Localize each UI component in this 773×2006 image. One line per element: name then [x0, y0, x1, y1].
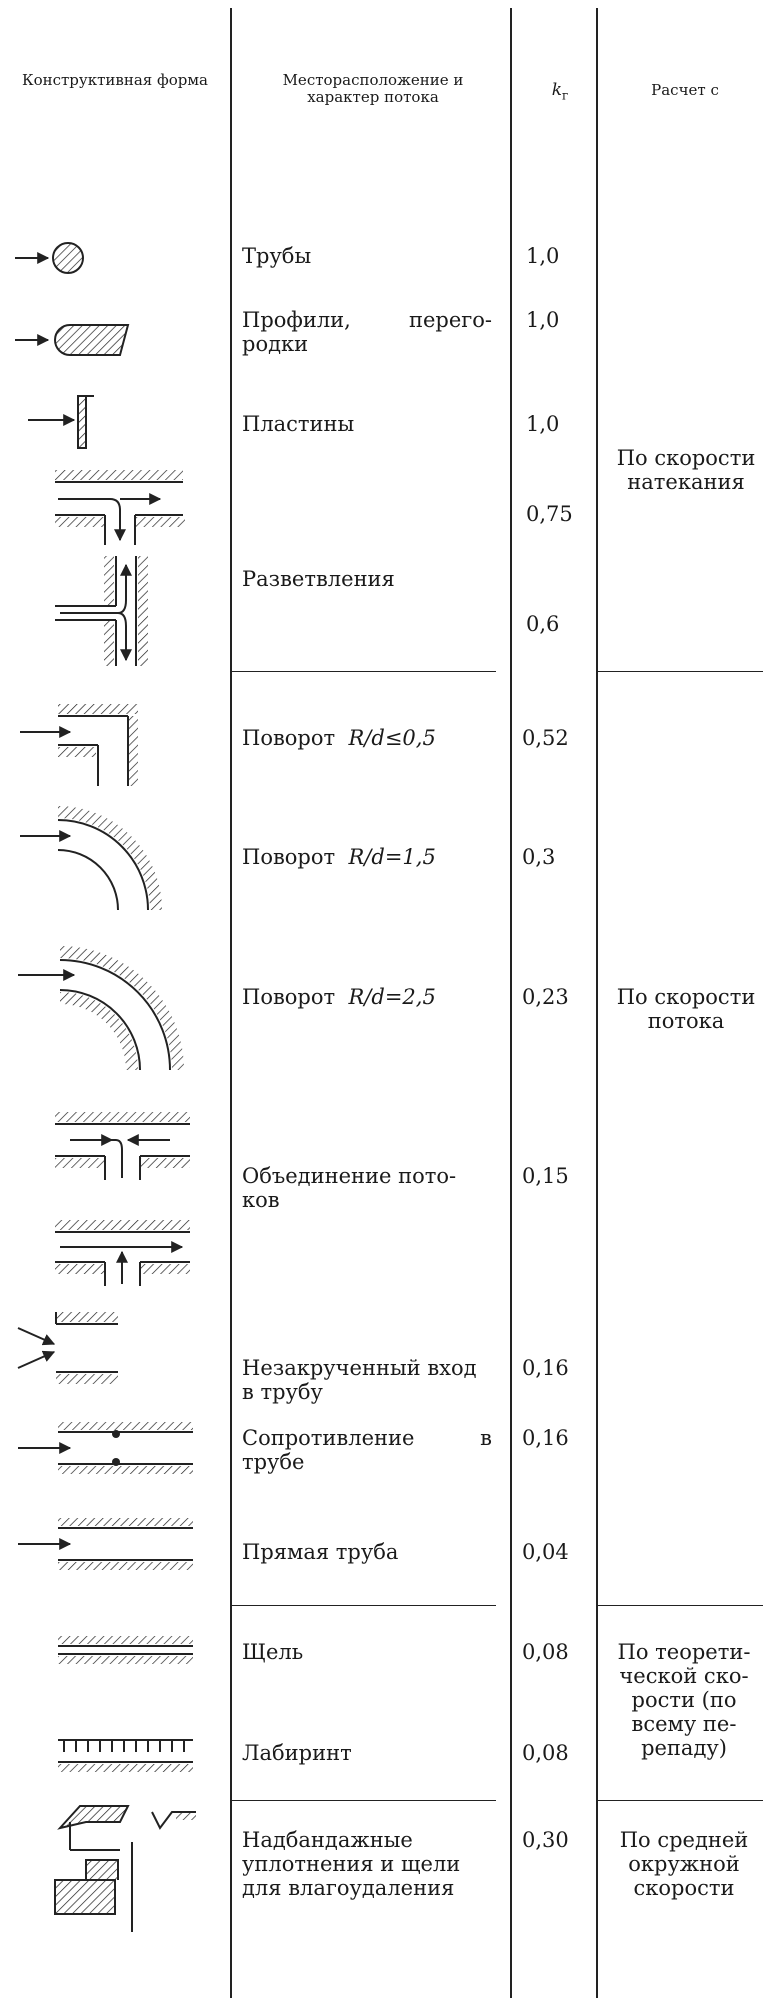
- header-form: Конструктивная форма: [21, 71, 209, 89]
- straight-pipe-icon: [18, 1518, 193, 1570]
- labyrinth-icon: [58, 1740, 193, 1772]
- row-formula-turn25: R/d=2,5: [348, 985, 436, 1009]
- row-formula-turn05: R/d≤0,5: [348, 726, 436, 750]
- row-label-turn25: Поворот: [242, 985, 336, 1009]
- calc-group-circumferential: По средней окружной скорости: [619, 1828, 749, 1900]
- row-label-turn05: Поворот: [242, 726, 336, 750]
- k-turn15: 0,3: [522, 845, 556, 869]
- row-label-turn15: Поворот: [242, 845, 336, 869]
- wide-bend-icon: [18, 952, 178, 1070]
- row-text-branch: Разветвления: [242, 567, 395, 591]
- header-calc: Расчет c: [651, 81, 719, 99]
- k-shroud: 0,30: [522, 1828, 569, 1852]
- row-text-labyrinth: Лабиринт: [242, 1741, 352, 1765]
- header-k-subscript: г: [562, 88, 569, 103]
- k-inlet: 0,16: [522, 1356, 569, 1380]
- row-text-resist: Сопротивление в трубе: [242, 1426, 492, 1474]
- header-place: Месторасположение и характер потока: [282, 71, 464, 106]
- row-formula-turn15: R/d=1,5: [348, 845, 436, 869]
- branch-split-icon: [55, 556, 148, 666]
- row-text-profiles: Профили, перего-родки: [242, 308, 492, 356]
- sharp-turn-icon: [20, 704, 138, 786]
- k-plates: 1,0: [526, 412, 560, 436]
- row-text-inlet: Незакрученный вход в трубу: [242, 1356, 477, 1404]
- k-profiles: 1,0: [526, 308, 560, 332]
- inlet-icon: [18, 1312, 118, 1384]
- row-text-plates: Пластины: [242, 412, 355, 436]
- plate-icon: [28, 396, 94, 448]
- k-labyrinth: 0,08: [522, 1741, 569, 1765]
- row-text-pipes: Трубы: [242, 244, 312, 268]
- k-turn05: 0,52: [522, 726, 569, 750]
- bend-icon: [20, 812, 156, 910]
- k-branch-b: 0,6: [526, 612, 560, 636]
- calc-group-flow: По скорости потока: [616, 985, 756, 1033]
- k-branch-a: 0,75: [526, 502, 573, 526]
- k-turn25: 0,23: [522, 985, 569, 1009]
- merge-icon: [55, 1112, 190, 1286]
- profile-icon: [15, 325, 128, 355]
- k-resist: 0,16: [522, 1426, 569, 1450]
- row-text-straight: Прямая труба: [242, 1540, 399, 1564]
- k-slit: 0,08: [522, 1640, 569, 1664]
- k-merge: 0,15: [522, 1164, 569, 1188]
- k-straight: 0,04: [522, 1540, 569, 1564]
- branch-tee-icon: [55, 470, 185, 545]
- slit-icon: [58, 1636, 193, 1664]
- k-pipes: 1,0: [526, 244, 560, 268]
- row-text-slit: Щель: [242, 1640, 304, 1664]
- calc-group-theoretical: По теорети-ческой ско-рости (по всему пе-репаду): [617, 1640, 751, 1760]
- pipe-cross-section-icon: [15, 243, 83, 273]
- header-k-letter: k: [551, 80, 562, 100]
- row-text-merge: Объединение пото-ков: [242, 1164, 457, 1212]
- pipe-resistance-icon: [18, 1422, 193, 1474]
- calc-group-inflow: По скорости натекания: [616, 446, 756, 494]
- row-text-shroud: Надбандажные уплотнения и щели для влагоудаления: [242, 1828, 461, 1900]
- shroud-seal-icon: [55, 1806, 196, 1932]
